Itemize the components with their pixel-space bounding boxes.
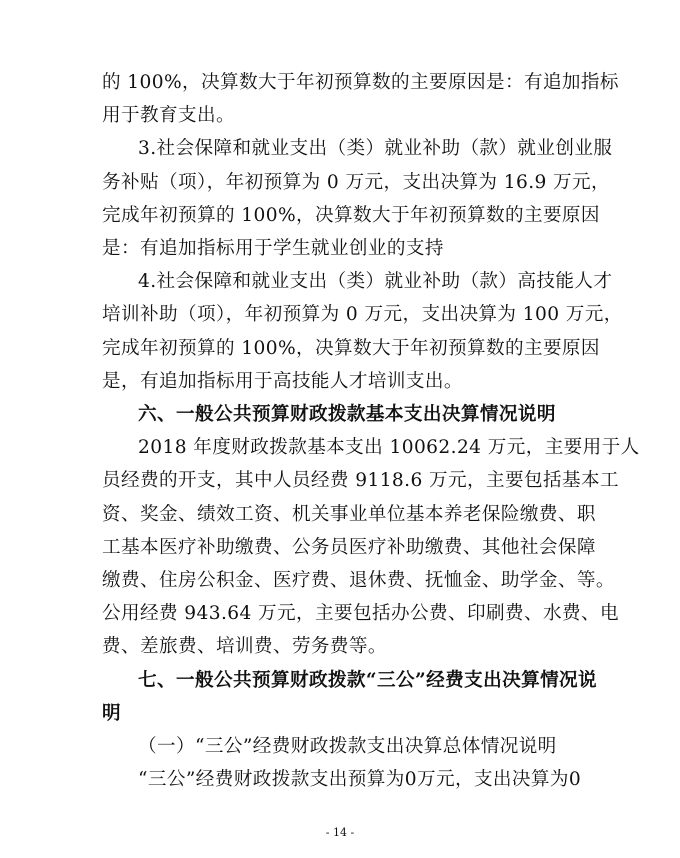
paragraph-line: 3.社会保障和就业支出（类）就业补助（款）就业创业服 [138,138,613,160]
section-heading: 七、一般公共预算财政拨款“三公”经费支出决算情况说 [138,669,598,691]
paragraph-line: 费、差旅费、培训费、劳务费等。 [102,636,387,658]
paragraph-line: 的 100%，决算数大于年初预算数的主要原因是：有追加指标 [102,72,619,93]
paragraph-line: 务补贴（项），年初预算为 0 万元，支出决算为 16.9 万元， [102,171,611,193]
paragraph-line: 缴费、住房公积金、医疗费、退休费、抚恤金、助学金、等。 [102,570,615,591]
paragraph-line: 完成年初预算的 100%，决算数大于年初预算数的主要原因 [102,337,600,359]
paragraph-line: 4.社会保障和就业支出（类）就业补助（款）高技能人才 [138,271,613,293]
paragraph-line: 公用经费 943.64 万元，主要包括办公费、印刷费、水费、电 [102,603,619,625]
section-heading: 六、一般公共预算财政拨款基本支出决算情况说明 [138,404,556,425]
paragraph-line: 培训补助（项），年初预算为 0 万元，支出决算为 100 万元， [102,304,623,326]
page-number: - 14 - [325,826,355,839]
paragraph-line: “三公”经费财政拨款支出预算为0万元，支出决算为0 [138,769,582,791]
subsection-heading: （一）“三公”经费财政拨款支出决算总体情况说明 [138,736,557,757]
paragraph-line: 2018 年度财政拨款基本支出 10062.24 万元，主要用于人 [138,437,640,459]
paragraph-line: 工基本医疗补助缴费、公务员医疗补助缴费、其他社会保障 [102,536,596,558]
paragraph-line: 完成年初预算的 100%，决算数大于年初预算数的主要原因 [102,204,600,226]
paragraph-line: 员经费的开支，其中人员经费 9118.6 万元，主要包括基本工 [102,470,619,492]
section-heading-continued: 明 [102,702,121,724]
paragraph-line: 资、奖金、绩效工资、机关事业单位基本养老保险缴费、职 [102,503,596,525]
paragraph-line: 是，有追加指标用于高技能人才培训支出。 [102,370,463,392]
paragraph-line: 是：有追加指标用于学生就业创业的支持 [102,238,444,259]
paragraph-line: 用于教育支出。 [102,105,235,127]
